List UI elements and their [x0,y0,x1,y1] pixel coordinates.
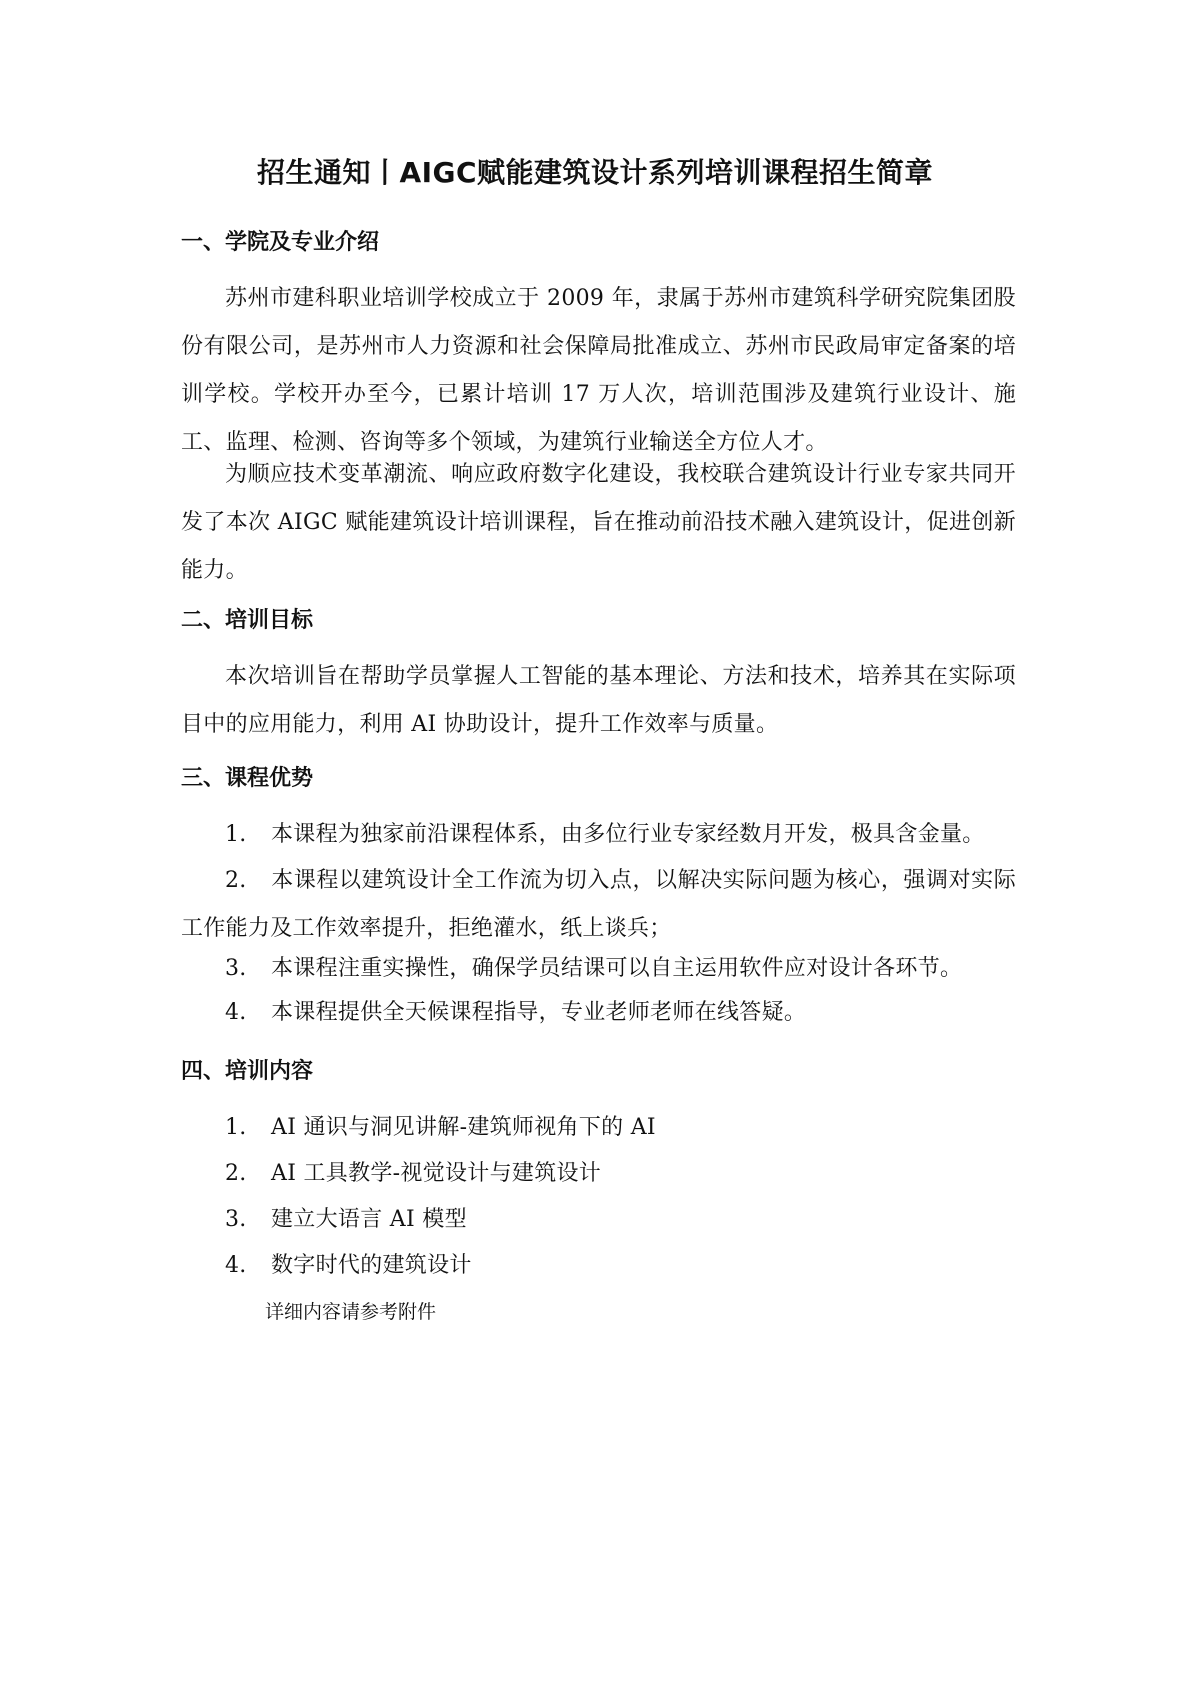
list-item-number: 1. [225,1115,247,1140]
list-item [181,1196,1016,1244]
list-item-text: 本课程注重实操性，确保学员结课可以自主运用软件应对设计各环节。 [271,956,963,981]
list-item [181,857,1016,953]
list-item [181,989,1016,1037]
list-item-number: 3. [225,956,247,981]
list-item-text: 建立大语言 AI 模型 [271,1207,467,1232]
list-item-number: 2. [225,1161,247,1186]
document-title: 招生通知丨AIGC赋能建筑设计系列培训课程招生简章 [256,156,934,189]
section-heading-content: 四、培训内容 [181,1059,314,1084]
paragraph-school-intro: 苏州市建科职业培训学校成立于 2009 年，隶属于苏州市建筑科学研究院集团股份有限公司，是苏州市人力资源和社会保障局批准成立、苏州市民政局审定备案的培训学校。学校开办至今，已累计培训 17 万人次，培训范围涉及建筑行业设计、施工、监理、检测、咨询等多个领域，为建筑行业输送全方位人才。 [181,286,1016,455]
list-item [181,1104,1016,1152]
list-item-number: 4. [225,1000,247,1025]
list-item-number: 1. [225,822,247,847]
paragraph-course-background: 为顺应技术变革潮流、响应政府数字化建设，我校联合建筑设计行业专家共同开发了本次 AIGC 赋能建筑设计培训课程，旨在推动前沿技术融入建筑设计，促进创新能力。 [181,462,1016,583]
list-item [181,1242,1016,1290]
list-item-text: AI 工具教学-视觉设计与建筑设计 [271,1161,602,1186]
attachment-note: 详细内容请参考附件 [265,1301,437,1323]
list-item [181,945,1016,993]
section-heading-advantages: 三、课程优势 [181,766,314,791]
section-heading-goals: 二、培训目标 [181,608,314,633]
list-item-text: 数字时代的建筑设计 [271,1253,472,1278]
list-item [181,811,1016,859]
list-item-text: AI 通识与洞见讲解-建筑师视角下的 AI [271,1115,656,1140]
paragraph-training-goals: 本次培训旨在帮助学员掌握人工智能的基本理论、方法和技术，培养其在实际项目中的应用能力，利用 AI 协助设计，提升工作效率与质量。 [181,664,1016,737]
list-item-number: 2. [225,868,247,893]
list-item-text: 本课程以建筑设计全工作流为切入点，以解决实际问题为核心，强调对实际工作能力及工作效率提升，拒绝灌水，纸上谈兵； [181,868,1016,941]
list-item-text: 本课程为独家前沿课程体系，由多位行业专家经数月开发，极具含金量。 [271,822,985,847]
list-item-number: 3. [225,1207,247,1232]
list-item-text: 本课程提供全天候课程指导，专业老师老师在线答疑。 [271,1000,807,1025]
list-item-number: 4. [225,1253,247,1278]
list-item [181,1150,1016,1198]
section-heading-intro: 一、学院及专业介绍 [181,230,380,255]
